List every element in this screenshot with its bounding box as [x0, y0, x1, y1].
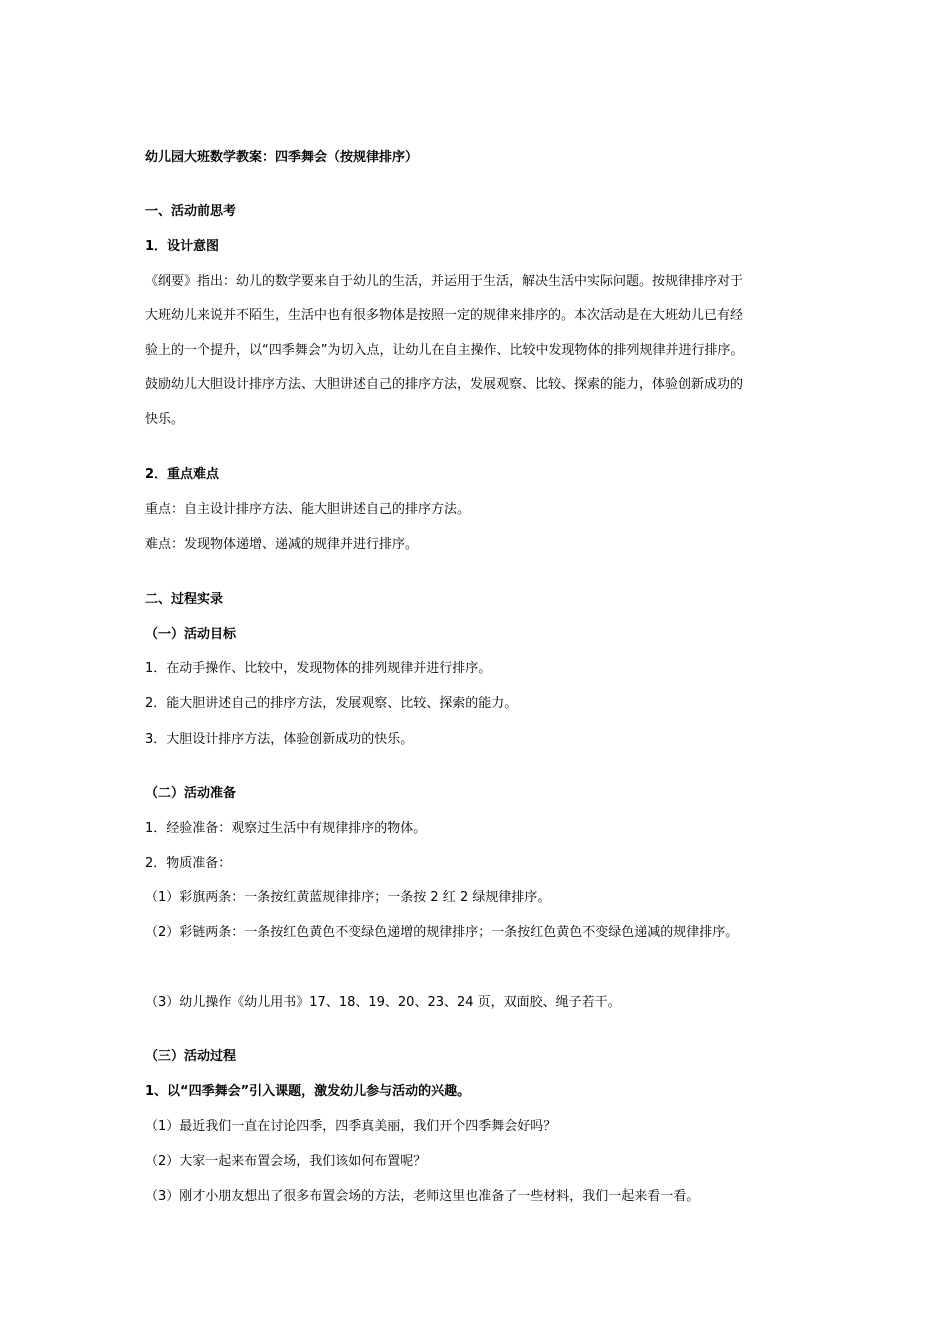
paragraph-line: 《纲要》指出：幼儿的数学要来自于幼儿的生活，并运用于生活，解决生活中实际问题。按规律排序对于 — [145, 274, 744, 289]
subsection-heading-goals: （一）活动目标 — [145, 627, 237, 642]
paragraph-line: 快乐。 — [145, 412, 185, 427]
subsection-heading-design-intent: 1．设计意图 — [145, 239, 220, 254]
prep-item: （2）彩链两条：一条按红色黄色不变绿色递增的规律排序；一条按红色黄色不变绿色递减的规律排序。 — [145, 925, 739, 940]
document-page — [145, 0, 835, 1344]
goal-item: 1．在动手操作、比较中，发现物体的排列规律并进行排序。 — [145, 661, 492, 676]
difficulty-text: 难点：发现物体递增、递减的规律并进行排序。 — [145, 537, 419, 552]
prep-item: （3）幼儿操作《幼儿用书》17、18、19、20、23、24 页，双面胶、绳子若干。 — [145, 995, 621, 1010]
prep-item: 1．经验准备：观察过生活中有规律排序的物体。 — [145, 821, 427, 836]
process-item: （3）刚才小朋友想出了很多布置会场的方法，老师这里也准备了一些材料，我们一起来看一看。 — [145, 1189, 700, 1204]
goal-item: 3．大胆设计排序方法，体验创新成功的快乐。 — [145, 732, 414, 747]
section-heading-process-record: 二、过程实录 — [145, 592, 224, 607]
key-point-text: 重点：自主设计排序方法、能大胆讲述自己的排序方法。 — [145, 502, 471, 517]
section-heading-pre-activity: 一、活动前思考 — [145, 204, 237, 219]
subsection-heading-key-points: 2．重点难点 — [145, 467, 220, 482]
process-item: （2）大家一起来布置会场，我们该如何布置呢？ — [145, 1154, 427, 1169]
prep-item: 2．物质准备： — [145, 856, 232, 871]
paragraph-line: 大班幼儿来说并不陌生，生活中也有很多物体是按照一定的规律来排序的。本次活动是在大班幼儿已有经 — [145, 308, 744, 323]
subsection-heading-process: （三）活动过程 — [145, 1049, 237, 1064]
prep-item: （1）彩旗两条：一条按红黄蓝规律排序；一条按 2 红 2 绿规律排序。 — [145, 890, 551, 905]
paragraph-line: 验上的一个提升，以“四季舞会”为切入点，让幼儿在自主操作、比较中发现物体的排列规律并进行排序。 — [145, 343, 744, 358]
goal-item: 2．能大胆讲述自己的排序方法，发展观察、比较、探索的能力。 — [145, 696, 518, 711]
document-title: 幼儿园大班数学教案：四季舞会（按规律排序） — [145, 150, 419, 165]
paragraph-line: 鼓励幼儿大胆设计排序方法、大胆讲述自己的排序方法，发展观察、比较、探索的能力，体验创新成功的 — [145, 377, 744, 392]
process-item: （1）最近我们一直在讨论四季，四季真美丽，我们开个四季舞会好吗？ — [145, 1119, 557, 1134]
process-step-heading: 1、以“四季舞会”引入课题，激发幼儿参与活动的兴趣。 — [145, 1084, 471, 1099]
subsection-heading-preparation: （二）活动准备 — [145, 786, 237, 801]
